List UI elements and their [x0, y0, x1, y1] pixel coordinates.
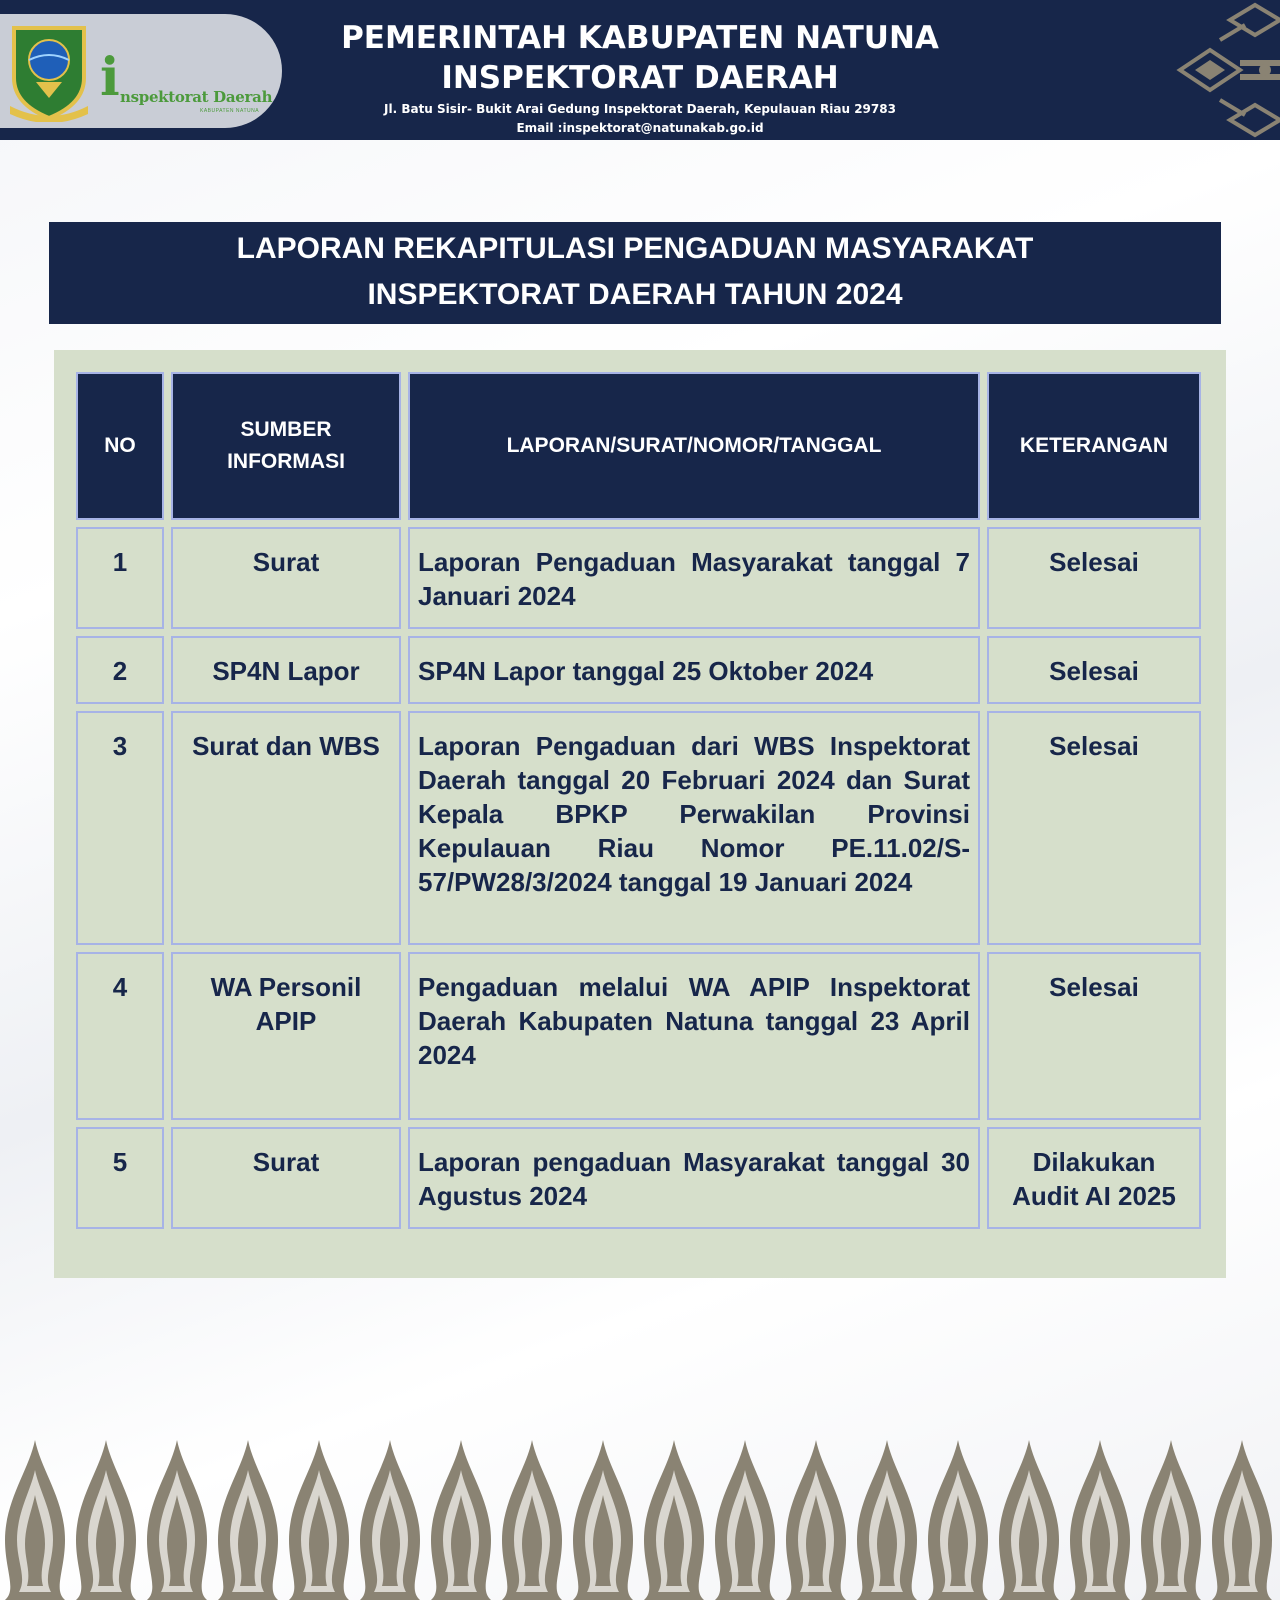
cell-no: 2: [76, 636, 164, 704]
office-name: INSPEKTORAT DAERAH: [441, 60, 839, 96]
report-title-line1: LAPORAN REKAPITULASI PENGADUAN MASYARAKAT: [236, 232, 1034, 265]
cell-no: 4: [76, 952, 164, 1120]
cell-status: Dilakukan Audit AI 2025: [987, 1127, 1201, 1229]
cell-status: Selesai: [987, 636, 1201, 704]
cell-description: Laporan pengaduan Masyarakat tanggal 30 Agustus 2024: [408, 1127, 980, 1229]
table-header-row: [76, 372, 1201, 520]
cell-no: 5: [76, 1127, 164, 1229]
cell-description: Laporan Pengaduan Masyarakat tanggal 7 Januari 2024: [408, 527, 980, 629]
cell-status: Selesai: [987, 952, 1201, 1120]
recap-table: [69, 365, 1208, 1236]
cell-status: Selesai: [987, 527, 1201, 629]
cell-source: Surat dan WBS: [171, 711, 401, 945]
cell-source: Surat: [171, 1127, 401, 1229]
office-email: Email :inspektorat@natunakab.go.id: [516, 121, 764, 135]
header-status: KETERANGAN: [987, 372, 1201, 520]
inspektorat-brand-logo: i nspektorat Daerah KABUPATEN NATUNA: [100, 47, 273, 114]
office-address: Jl. Batu Sisir- Bukit Arai Gedung Inspektorat Daerah, Kepulauan Riau 29783: [384, 102, 896, 116]
report-title-banner: [49, 222, 1221, 324]
logo-area: [0, 14, 282, 128]
table-row: [76, 1127, 1201, 1229]
header-no: NO: [76, 372, 164, 520]
report-title-line2: INSPEKTORAT DAERAH TAHUN 2024: [367, 278, 903, 311]
cell-description: Pengaduan melalui WA APIP Inspektorat Daerah Kabupaten Natuna tanggal 23 April 2024: [408, 952, 980, 1120]
regency-crest-icon: [6, 20, 92, 122]
header-description: LAPORAN/SURAT/NOMOR/TANGGAL: [408, 372, 980, 520]
cell-no: 3: [76, 711, 164, 945]
cell-no: 1: [76, 527, 164, 629]
bottom-ornament-icon: [0, 1440, 1280, 1600]
cell-status: Selesai: [987, 711, 1201, 945]
government-name: PEMERINTAH KABUPATEN NATUNA: [341, 20, 939, 56]
table-row: [76, 527, 1201, 629]
table-row: [76, 952, 1201, 1120]
cell-description: Laporan Pengaduan dari WBS Inspektorat Daerah tanggal 20 Februari 2024 dan Surat Kepala BPKP Perwakilan Provinsi Kepulauan Riau Nomor PE.11.02/S-57/PW28/3/2024 tanggal 19 Januari 2024: [408, 711, 980, 945]
letterhead: [0, 0, 1280, 140]
cell-source: Surat: [171, 527, 401, 629]
table-row: [76, 711, 1201, 945]
cell-description: SP4N Lapor tanggal 25 Oktober 2024: [408, 636, 980, 704]
table-panel: [54, 350, 1226, 1278]
table-row: [76, 636, 1201, 704]
header-ornament-icon: [1080, 0, 1280, 140]
cell-source: WA Personil APIP: [171, 952, 401, 1120]
header-source: SUMBER INFORMASI: [171, 372, 401, 520]
cell-source: SP4N Lapor: [171, 636, 401, 704]
